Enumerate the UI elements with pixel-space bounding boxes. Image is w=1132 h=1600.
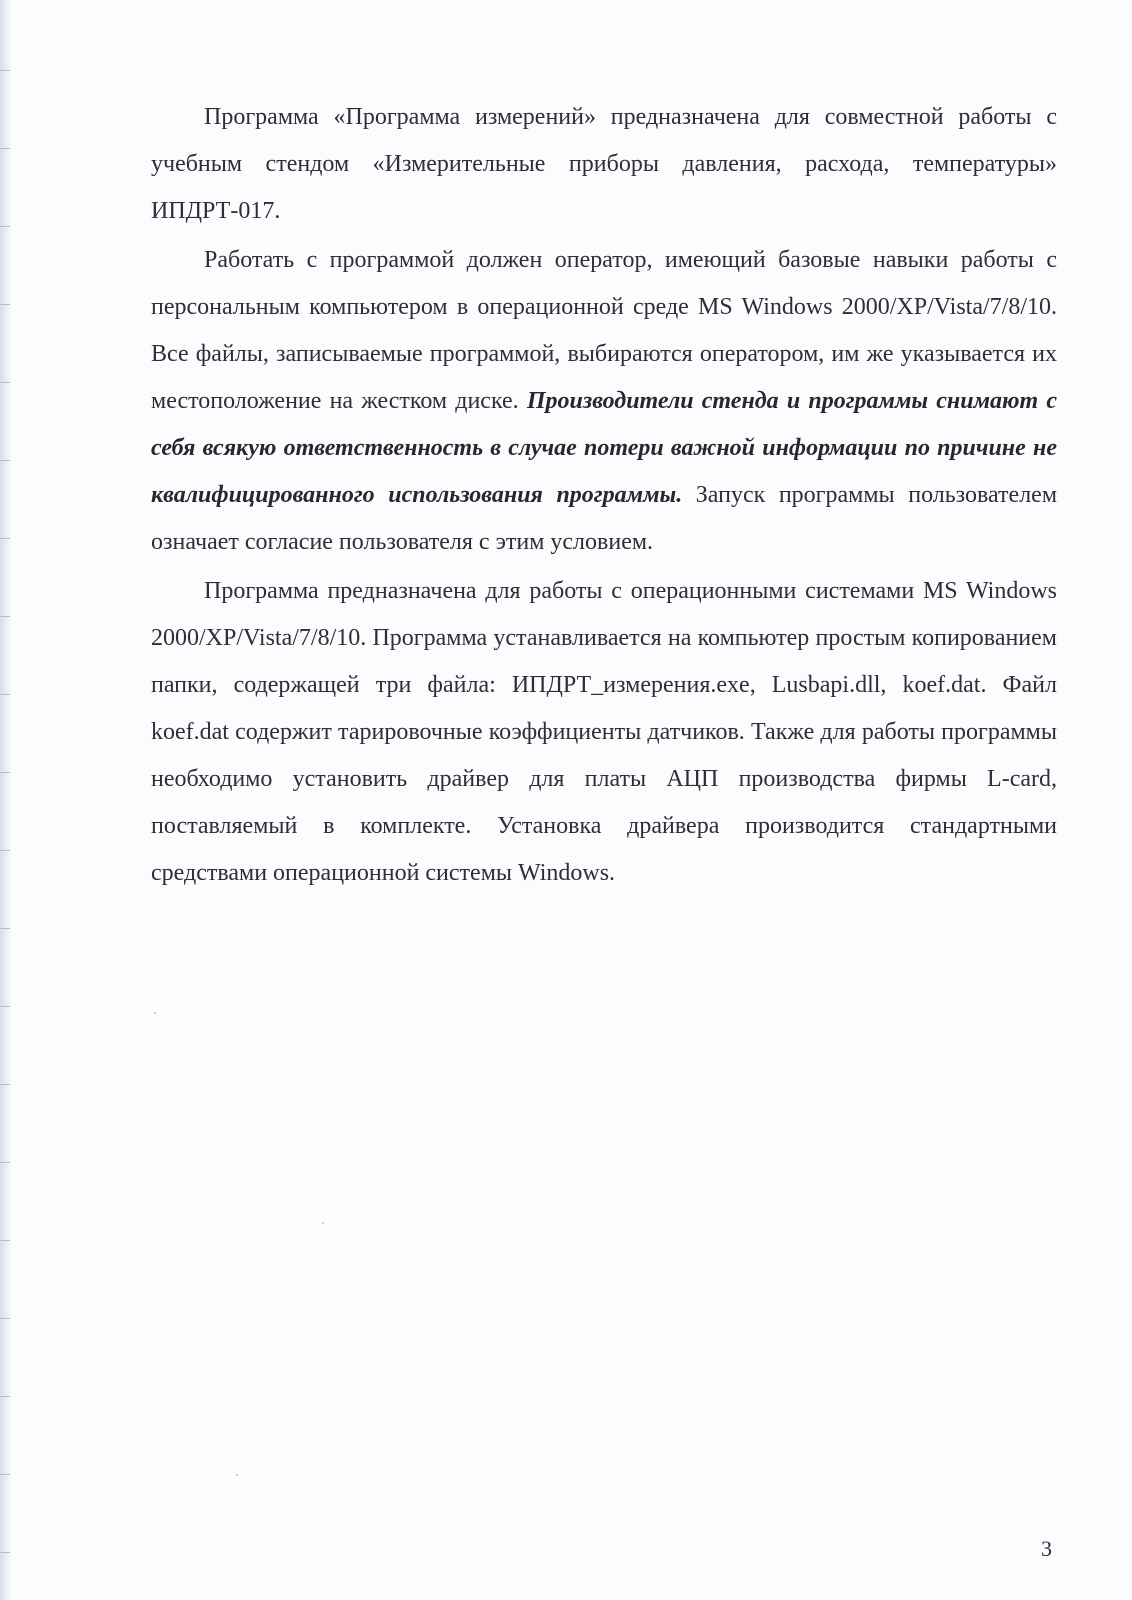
binding-tick [0,928,10,929]
binding-tick [0,1240,10,1241]
scan-speck [154,1012,156,1014]
binding-tick [0,850,10,851]
binding-tick [0,460,10,461]
binding-tick [0,1162,10,1163]
binding-tick [0,1396,10,1397]
page-number: 3 [1041,1536,1052,1561]
paragraph-1 [151,94,1057,235]
binding-tick [0,1006,10,1007]
paragraph-1-text: Программа «Программа измерений» предназначена для совместной работы с учебным стендом «Измерительные приборы давления, расхода, температуры» ИПДРТ-017. [151,104,1057,224]
binding-strip [0,0,12,1600]
scan-speck [322,1222,324,1224]
paragraph-3-text: Программа предназначена для работы с операционными системами MS Windows 2000/XP/Vista/7/8/10. Программа устанавливается на компьютер простым копированием папки, содержащей три файла: ИПДРТ_измерения.exe, Lusbapi.dll, koef.dat. Файл koef.dat содержит тарировочные коэффициенты датчиков. Также для работы программы необходимо установить драйвер для платы АЦП производства фирмы L-card, поставляемый в комплекте. Установка драйвера производится стандартными средствами операционной системы Windows. [151,578,1057,886]
binding-tick [0,616,10,617]
paragraph-3 [151,568,1057,897]
binding-tick [0,772,10,773]
paragraph-2 [151,237,1057,566]
body-text [151,94,1057,899]
binding-tick [0,304,10,305]
binding-tick [0,148,10,149]
binding-tick [0,70,10,71]
paragraph-2-lead: Работать с программой должен оператор, имеющий базовые навыки работы с персональным компьютером в операционной среде MS Windows 2000/XP/Vista/7/8/10. Все файлы, записываемые программой, выбираются оператором, им же указывается их местоположение на жестком диске. [151,247,1057,414]
scan-speck [236,1474,238,1476]
binding-tick [0,1318,10,1319]
binding-tick [0,694,10,695]
binding-tick [0,226,10,227]
disclaimer-warning: Производители стенда и программы снимают с себя всякую ответственность в случае потери важной информации по причине не квалифицированного использования программы. [151,388,1058,508]
binding-tick [0,382,10,383]
binding-tick [0,538,10,539]
binding-tick [0,1474,10,1475]
binding-tick [0,1084,10,1085]
binding-tick [0,1552,10,1553]
paragraph-2-tail: Запуск программы пользователем означает согласие пользователя с этим условием. [151,482,1058,555]
